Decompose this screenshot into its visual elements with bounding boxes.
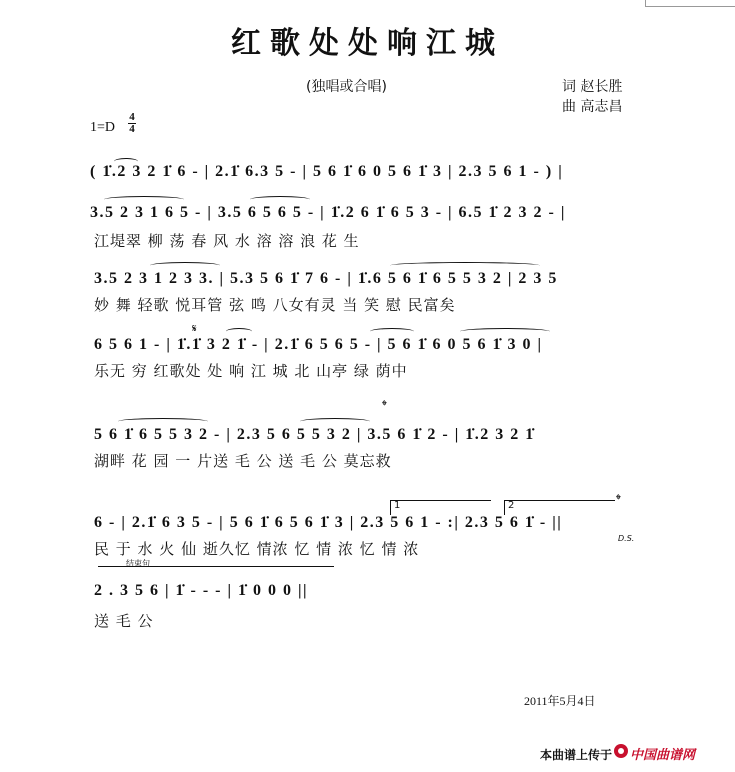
slur — [104, 196, 184, 203]
slur — [370, 328, 414, 335]
page-corner-line — [645, 0, 735, 7]
time-sig-bottom: 4 — [129, 123, 135, 135]
dal-segno-mark: D.S. — [618, 534, 635, 543]
notation-row-6: 6 - | 2.1̇ 6 3 5 - | 5 6 1̇ 6 5 6 1̇ 3 | 2.3 5 6 1 - :| 2.3 5 6 1̇ - || — [94, 514, 563, 531]
time-sig-top: 4 — [129, 111, 135, 123]
slur — [460, 328, 550, 335]
lyrics-row-3: 妙 舞 轻歌 悦耳管 弦 鸣 八女有灵 当 笑 慰 民富矣 — [94, 296, 456, 314]
notation-row-7: 2 . 3 5 6 | 1̇ - - - | 1̇ 0 0 0 || — [94, 582, 309, 599]
lyrics-row-5: 湖畔 花 园 一 片送 毛 公 送 毛 公 莫忘救 — [94, 452, 392, 470]
composer-credit: 曲 高志昌 — [562, 99, 623, 115]
slur — [226, 328, 252, 335]
song-title: 红歌处处响江城 — [231, 26, 504, 61]
coda-icon: 𝄌 — [382, 398, 387, 414]
lyricist-credit: 词 赵长胜 — [562, 79, 623, 95]
key-signature: 1=D — [90, 120, 116, 135]
lyrics-row-2: 江堤翠 柳 荡 春 风 水 溶 溶 浪 花 生 — [94, 232, 360, 250]
notation-row-4: 6 5 6 1 - | 1̇.1̇ 3 2 1̇ - | 2.1̇ 6 5 6 5 - | 5 6 1̇ 6 0 5 6 1̇ 3 0 | — [94, 336, 543, 353]
site-logo-icon — [614, 744, 628, 758]
slur — [150, 262, 220, 269]
coda-phrase-label: 结束句 — [126, 559, 150, 568]
volta-2-number: 2 — [508, 500, 515, 511]
notation-row-3: 3.5 2 3 1 2 3 3. | 5.3 5 6 1̇ 7 6 - | 1̇.6 5 6 1̇ 6 5 5 3 2 | 2 3 5 — [94, 270, 558, 287]
volta-1-number: 1 — [394, 500, 401, 511]
time-signature — [128, 112, 136, 135]
notation-row-5: 5 6 1̇ 6 5 5 3 2 - | 2.3 5 6 5 5 3 2 | 3.5 6 1̇ 2 - | 1̇.2 3 2 1̇ — [94, 426, 535, 443]
upload-note: 本曲谱上传于 — [540, 748, 613, 762]
lyrics-row-6: 民 于 水 火 仙 逝久忆 情浓 忆 情 浓 忆 情 浓 — [94, 540, 420, 558]
notation-row-2: 3.5 2 3 1 6 5 - | 3.5 6 5 6 5 - | 1̇.2 6 1̇ 6 5 3 - | 6.5 1̇ 2 3 2 - | — [90, 204, 566, 221]
segno-icon: 𝄋 — [192, 322, 197, 335]
volta-bracket-1 — [390, 500, 491, 515]
coda-icon-end: 𝄌 — [616, 492, 621, 508]
notation-row-1: ( 1̇.2 3 2 1̇ 6 - | 2.1̇ 6.3 5 - | 5 6 1̇ 6 0 5 6 1̇ 3 | 2.3 5 6 1 - ) | — [90, 163, 564, 180]
performance-note: (独唱或合唱) — [306, 79, 387, 95]
date-stamp: 2011年5月4日 — [524, 694, 596, 708]
lyrics-row-7: 送 毛 公 — [94, 612, 154, 630]
slur — [250, 196, 310, 203]
slur — [390, 262, 540, 269]
slur — [118, 418, 208, 425]
site-logo-text[interactable]: 中国曲谱网 — [630, 748, 696, 763]
slur — [300, 418, 370, 425]
lyrics-row-4: 乐无 穷 红歌处 处 响 江 城 北 山亭 绿 荫中 — [94, 362, 408, 380]
volta-bracket-2 — [504, 500, 615, 515]
